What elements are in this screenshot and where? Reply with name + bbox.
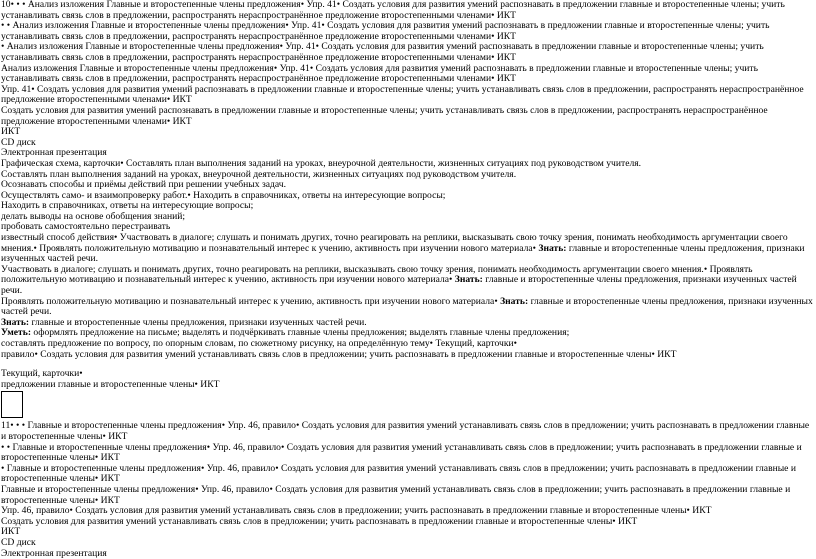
- text-line: • • Главные и второстепенные члены предложения• Упр. 46, правило• Создать условия для развития умений устанавливать связь слов в предложении; учить распознавать в предложении главные и второстепенные члены• ИКТ: [1, 443, 814, 464]
- bold-label: Уметь:: [1, 327, 31, 338]
- text-span: оформлять предложение на письме; выделять и подчёркивать главные члены предложения; выделять главные члены предложения;: [31, 327, 569, 338]
- text-line: [1, 244, 814, 265]
- text-line: [1, 297, 814, 318]
- text-line: Анализ изложения Главные и второстепенные члены предложения• Упр. 41• Создать условия для развития умений распознавать в предложении главные и второстепенные члены; учить устанавливать связь слов в предложении, распространять нераспространённое предложение второстепенными членами• ИКТ: [1, 64, 814, 85]
- text-line: Текущий, карточки•: [1, 369, 814, 380]
- text-span: главные и второстепенные члены предложения, признаки изученных частей речи.: [1, 296, 813, 318]
- text-line: Осознавать способы и приёмы действий при решении учебных задач.: [1, 180, 814, 191]
- text-line: Электронная презентация: [1, 148, 814, 159]
- bold-label: Знать:: [538, 243, 566, 254]
- text-line: CD диск: [1, 138, 814, 149]
- text-line: делать выводы на основе обобщения знаний;: [1, 212, 814, 223]
- text-span: Проявлять положительную мотивацию и познавательный интерес к учению, активность при изучении нового материала•: [1, 296, 500, 307]
- text-line: 10• • • Анализ изложения Главные и второстепенные члены предложения• Упр. 41• Создать условия для развития умений распознавать в предложении главные и второстепенные члены; учить устанавливать связь слов в предложении, распространять нераспространённое предложение второстепенными членами• ИКТ: [1, 0, 814, 21]
- text-line: Упр. 46, правило• Создать условия для развития умений устанавливать связь слов в предложении; учить распознавать в предложении главные и второстепенные члены• ИКТ: [1, 506, 814, 517]
- text-line: Графическая схема, карточки• Составлять план выполнения заданий на уроках, внеурочной деятельности, жизненных ситуациях под руководством учителя.: [1, 159, 814, 170]
- bold-label: Знать:: [1, 317, 29, 328]
- text-line: Создать условия для развития умений устанавливать связь слов в предложении; учить распознавать в предложении главные и второстепенные члены• ИКТ: [1, 517, 814, 528]
- text-line: • Анализ изложения Главные и второстепенные члены предложения• Упр. 41• Создать условия для развития умений распознавать в предложении главные и второстепенные члены; учить устанавливать связь слов в предложении, распространять нераспространённое предложение второстепенными членами• ИКТ: [1, 42, 814, 63]
- text-span: главные и второстепенные члены предложения, признаки изученных частей речи.: [1, 243, 805, 265]
- text-span: мнения.• Проявлять положительную мотивацию и познавательный интерес к учению, активность при изучении нового материала•: [1, 243, 538, 254]
- text-line: 11• • • Главные и второстепенные члены предложения• Упр. 46, правило• Создать условия для развития умений устанавливать связь слов в предложении; учить распознавать в предложении главные и второстепенные члены• ИКТ: [1, 421, 814, 442]
- text-line: Составлять план выполнения заданий на уроках, внеурочной деятельности, жизненных ситуациях под руководством учителя.: [1, 170, 814, 181]
- text-span: Участвовать в диалоге; слушать и понимать других, точно реагировать на реплики, высказывать свою точку зрения, понимать необходимость аргументации своего мнения.• Проявлять положительную мотивацию и познавательный интерес к учению, активность при изучении нового материала•: [1, 264, 753, 286]
- bold-label: Знать:: [500, 296, 528, 307]
- text-line: • Главные и второстепенные члены предложения• Упр. 46, правило• Создать условия для развития умений устанавливать связь слов в предложении; учить распознавать в предложении главные и второстепенные члены• ИКТ: [1, 464, 814, 485]
- text-line: CD диск: [1, 538, 814, 549]
- text-line: ИКТ: [1, 127, 814, 138]
- text-line: правило• Создать условия для развития умений устанавливать связь слов в предложении; учить распознавать в предложении главные и второстепенные члены• ИКТ: [1, 350, 814, 361]
- text-line: [1, 265, 814, 297]
- text-line: составлять предложение по вопросу, по опорным словам, по сюжетному рисунку, на определённую тему• Текущий, карточки•: [1, 339, 814, 350]
- text-line: пробовать самостоятельно перестраивать: [1, 222, 814, 233]
- text-line: известный способ действия• Участвовать в диалоге; слушать и понимать других, точно реагировать на реплики, высказывать свою точку зрения, понимать необходимость аргументации своего: [1, 233, 814, 244]
- text-line: ИКТ: [1, 527, 814, 538]
- text-line: Упр. 41• Создать условия для развития умений распознавать в предложении главные и второстепенные члены; учить устанавливать связь слов в предложении, распространять нераспространённое предложение второстепенными членами• ИКТ: [1, 85, 814, 106]
- text-line: Главные и второстепенные члены предложения• Упр. 46, правило• Создать условия для развития умений устанавливать связь слов в предложении; учить распознавать в предложении главные и второстепенные члены• ИКТ: [1, 485, 814, 506]
- bold-label: Знать:: [455, 274, 483, 285]
- spacer: [1, 360, 814, 369]
- text-line: Находить в справочниках, ответы на интересующие вопросы;: [1, 201, 814, 212]
- text-line: Осуществлять само- и взаимопроверку работ.• Находить в справочниках, ответы на интересующие вопросы;: [1, 191, 814, 202]
- empty-box: [1, 391, 23, 418]
- text-line: Создать условия для развития умений распознавать в предложении главные и второстепенные члены; учить устанавливать связь слов в предложении, распространять нераспространённое предложение второстепенными членами• ИКТ: [1, 106, 814, 127]
- text-span: главные и второстепенные члены предложения, признаки изученных частей речи.: [29, 317, 366, 328]
- text-line: Электронная презентация: [1, 549, 814, 559]
- text-line: предложении главные и второстепенные члены• ИКТ: [1, 380, 814, 391]
- text-line: • • Анализ изложения Главные и второстепенные члены предложения• Упр. 41• Создать условия для развития умений распознавать в предложении главные и второстепенные члены; учить устанавливать связь слов в предложении, распространять нераспространённое предложение второстепенными членами• ИКТ: [1, 21, 814, 42]
- text-span: главные и второстепенные члены предложения, признаки изученных частей речи.: [1, 274, 797, 296]
